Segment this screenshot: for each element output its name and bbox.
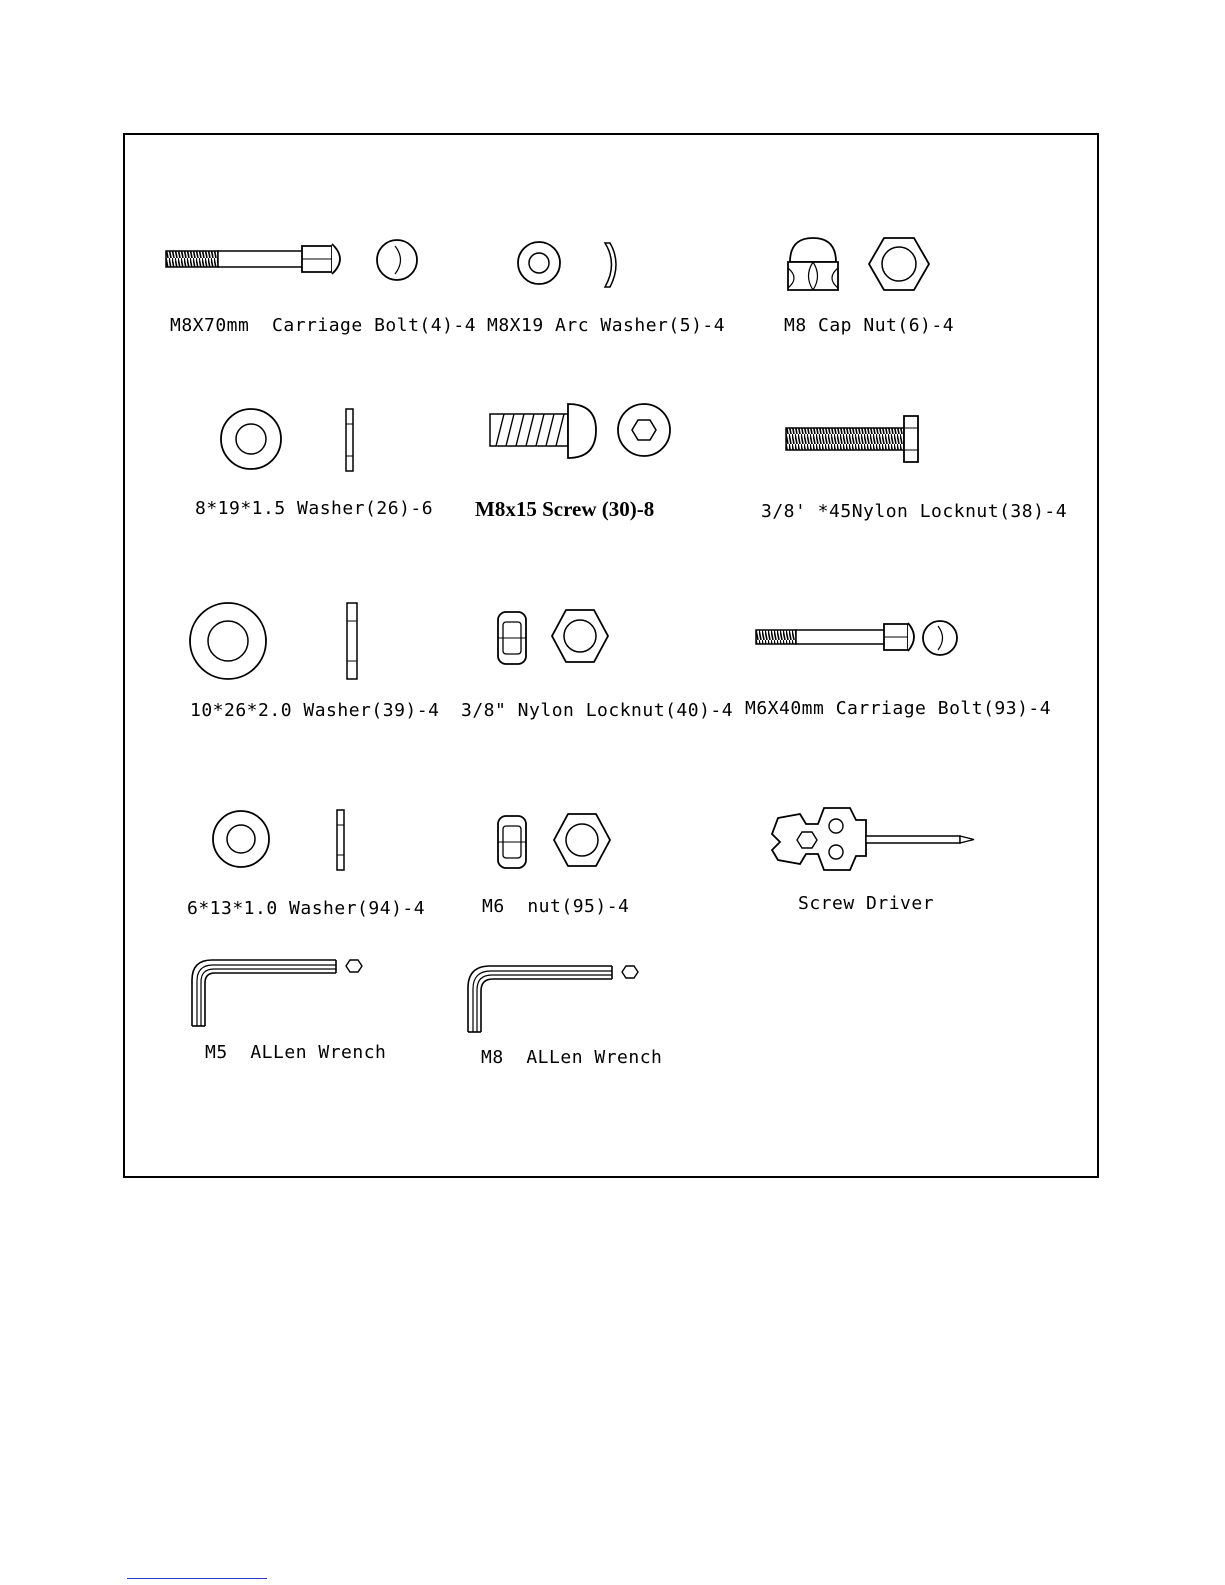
screw-driver-label: Screw Driver xyxy=(798,893,935,914)
carriage-bolt-4-label: M8X70mm Carriage Bolt(4)-4 xyxy=(170,315,477,336)
nut-95-label: M6 nut(95)-4 xyxy=(482,896,630,917)
screw-30-label: M8x15 Screw (30)-8 xyxy=(475,497,655,521)
carriage-bolt-93-label: M6X40mm Carriage Bolt(93)-4 xyxy=(745,698,1052,719)
washer-39-label: 10*26*2.0 Washer(39)-4 xyxy=(190,700,440,721)
m8-allen-wrench-label: M8 ALLen Wrench xyxy=(481,1047,663,1068)
cap-nut-6-label: M8 Cap Nut(6)-4 xyxy=(784,315,955,336)
arc-washer-5-label: M8X19 Arc Washer(5)-4 xyxy=(487,315,726,336)
nylon-locknut-40-label: 3/8" Nylon Locknut(40)-4 xyxy=(461,700,734,721)
washer-94-label: 6*13*1.0 Washer(94)-4 xyxy=(187,898,426,919)
washer-26-label: 8*19*1.5 Washer(26)-6 xyxy=(195,498,434,519)
nylon-locknut-38-label: 3/8' *45Nylon Locknut(38)-4 xyxy=(761,501,1068,522)
footer-rule xyxy=(127,1578,267,1579)
m5-allen-wrench-label: M5 ALLen Wrench xyxy=(205,1042,387,1063)
